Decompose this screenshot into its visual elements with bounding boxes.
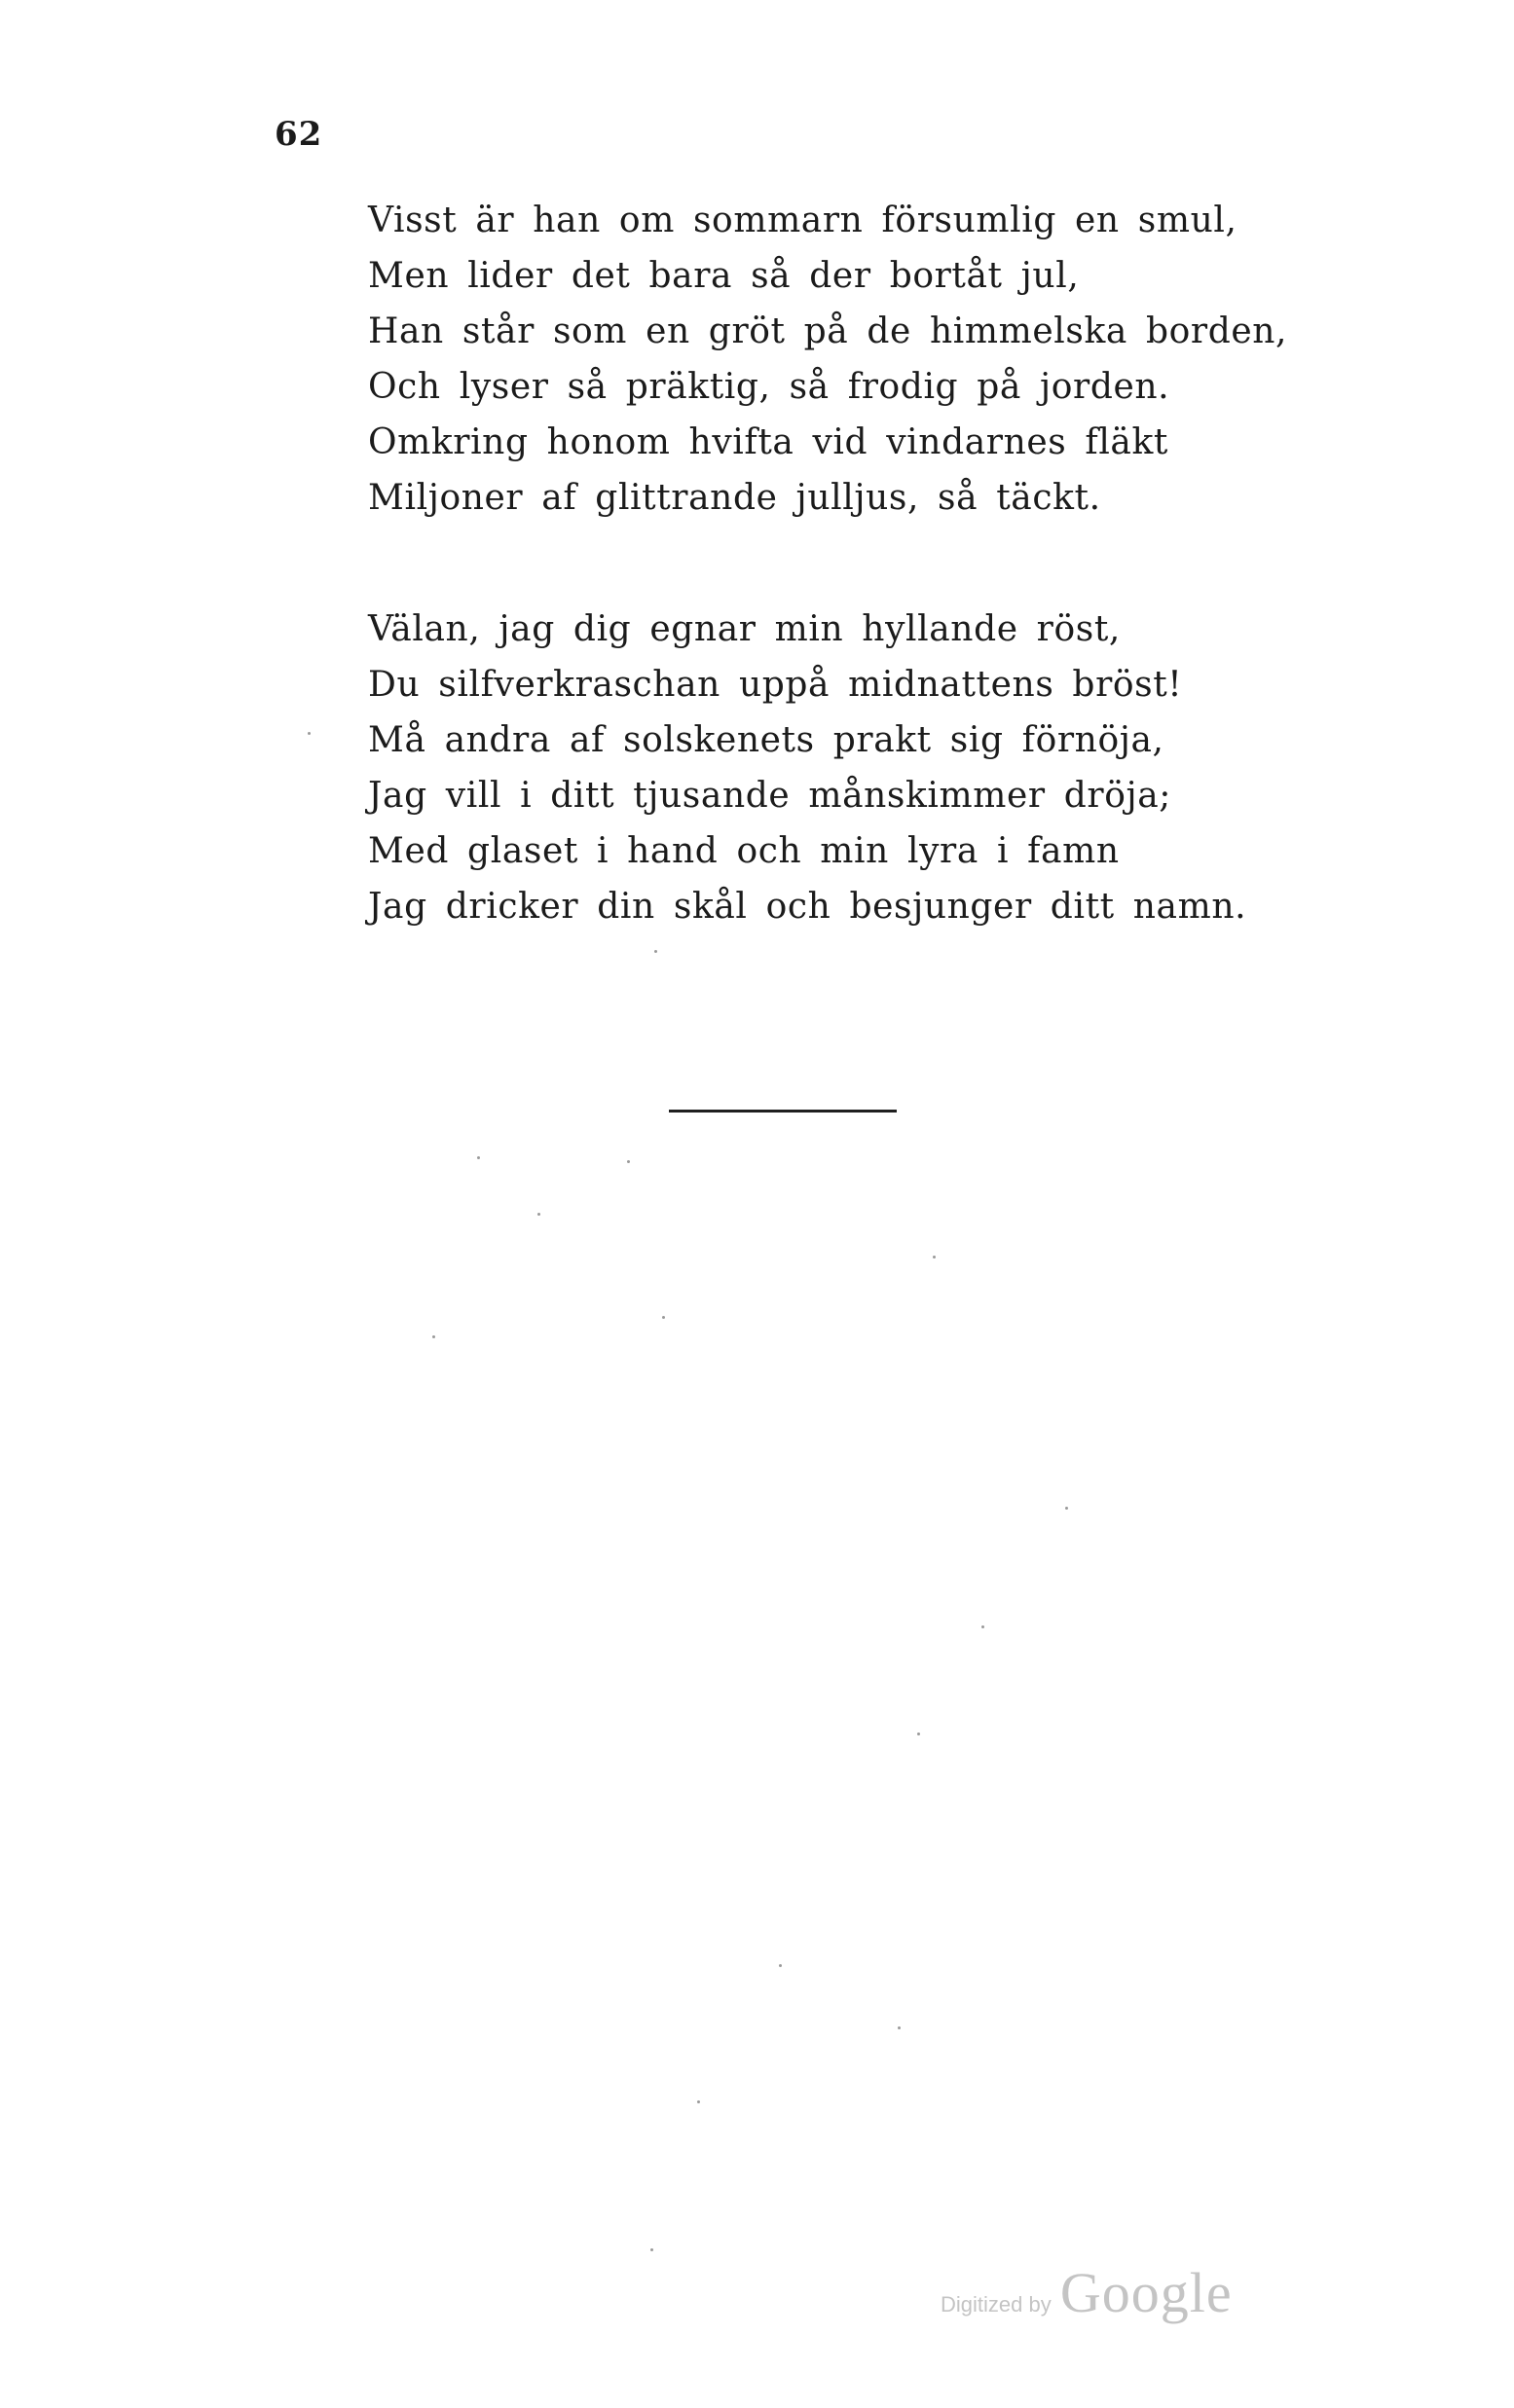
scan-speck bbox=[654, 950, 657, 953]
scan-speck bbox=[898, 2026, 901, 2029]
verse-line: Visst är han om sommarn försumlig en smul, bbox=[368, 201, 1237, 240]
scan-speck bbox=[662, 1316, 665, 1319]
scan-speck bbox=[933, 1256, 936, 1259]
verse-line: Med glaset i hand och min lyra i famn bbox=[368, 831, 1120, 871]
digitized-by-google-watermark bbox=[941, 2260, 1233, 2325]
verse-line: Och lyser så präktig, så frodig på jorden. bbox=[368, 367, 1170, 407]
scan-speck bbox=[697, 2100, 700, 2103]
verse-line: Välan, jag dig egnar min hyllande röst, bbox=[368, 609, 1121, 649]
scan-speck bbox=[779, 1964, 782, 1967]
poem-stanza-2 bbox=[368, 602, 1246, 934]
scan-speck bbox=[477, 1156, 480, 1159]
scan-speck bbox=[308, 732, 311, 735]
google-logo: Google bbox=[1059, 2261, 1233, 2324]
verse-line: Jag dricker din skål och besjunger ditt namn. bbox=[368, 887, 1247, 927]
scan-speck bbox=[650, 2248, 653, 2251]
verse-line: Jag vill i ditt tjusande månskimmer dröja; bbox=[368, 776, 1172, 816]
scan-speck bbox=[432, 1335, 435, 1338]
verse-line: Miljoner af glittrande julljus, så täckt. bbox=[368, 478, 1101, 518]
scan-speck bbox=[917, 1733, 920, 1735]
scan-speck bbox=[981, 1625, 984, 1628]
end-rule-divider bbox=[669, 1110, 897, 1113]
verse-line: Omkring honom hvifta vid vindarnes fläkt bbox=[368, 422, 1168, 462]
scan-speck bbox=[537, 1213, 540, 1216]
poem-stanza-1 bbox=[368, 193, 1287, 526]
verse-line: Du silfverkraschan uppå midnattens bröst! bbox=[368, 665, 1183, 705]
verse-line: Han står som en gröt på de himmelska borden, bbox=[368, 311, 1288, 351]
verse-line: Men lider det bara så der bortåt jul, bbox=[368, 256, 1080, 296]
page-number: 62 bbox=[275, 115, 323, 154]
verse-line: Må andra af solskenets prakt sig förnöja, bbox=[368, 720, 1164, 760]
watermark-prefix: Digitized by bbox=[941, 2292, 1052, 2317]
scan-speck bbox=[627, 1160, 630, 1163]
scan-speck bbox=[1065, 1507, 1068, 1510]
